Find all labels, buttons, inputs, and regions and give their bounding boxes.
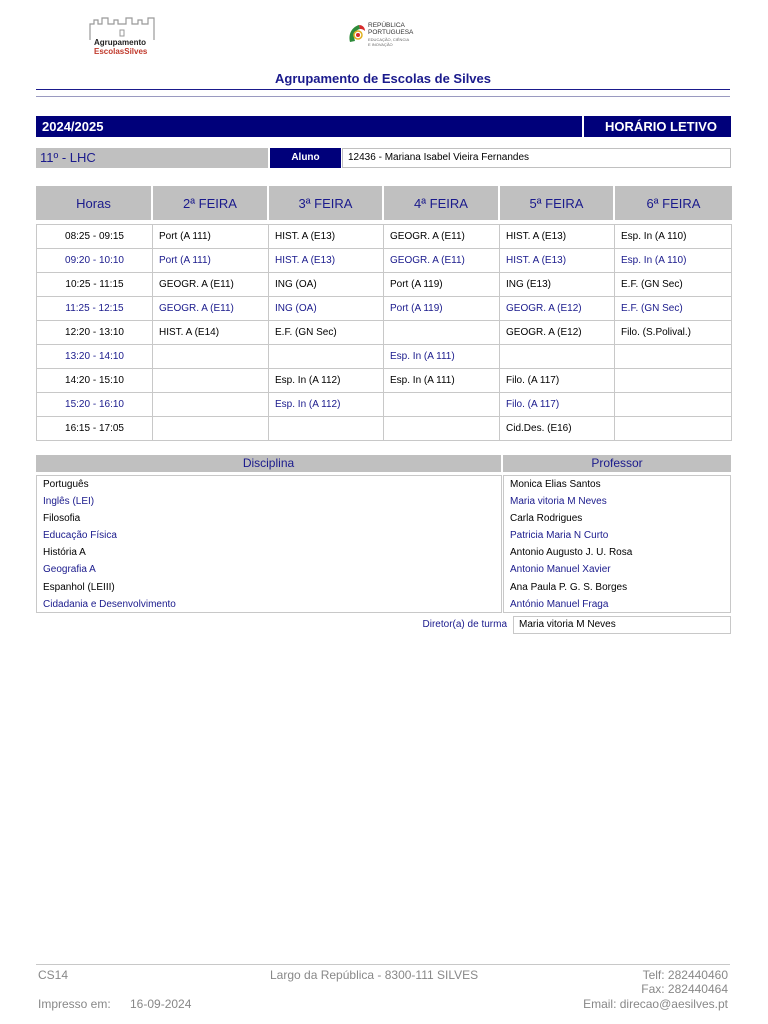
- printed-date: 16-09-2024: [130, 997, 192, 1011]
- footer-phone: Telf: 282440460: [642, 968, 728, 982]
- lesson-cell: [153, 345, 269, 369]
- lesson-cell: Port (A 111): [153, 224, 269, 249]
- schedule-header-row: [36, 186, 732, 220]
- lesson-cell: HIST. A (E13): [269, 249, 384, 273]
- schedule-row: [36, 321, 732, 345]
- divider: [36, 96, 730, 97]
- column-header: 6ª FEIRA: [615, 186, 732, 220]
- lesson-cell: Esp. In (A 112): [269, 369, 384, 393]
- time-slot-cell: 14:20 - 15:10: [36, 369, 153, 393]
- schedule-row: [36, 224, 732, 249]
- column-header: 4ª FEIRA: [384, 186, 500, 220]
- schedule-row: [36, 297, 732, 321]
- logo-right-line4: E INOVAÇÃO: [368, 41, 393, 47]
- lesson-cell: GEOGR. A (E12): [500, 297, 615, 321]
- time-slot-cell: 12:20 - 13:10: [36, 321, 153, 345]
- lesson-cell: Esp. In (A 111): [384, 345, 500, 369]
- footer-email: Email: direcao@aesilves.pt: [583, 997, 728, 1011]
- schedule-type: HORÁRIO LETIVO: [584, 116, 731, 137]
- director-label: Diretor(a) de turma: [422, 619, 507, 630]
- lesson-cell: ING (OA): [269, 297, 384, 321]
- lesson-cell: [384, 417, 500, 441]
- teacher-item: Antonio Augusto J. U. Rosa: [510, 547, 633, 559]
- divider: [36, 89, 730, 90]
- lesson-cell: [500, 345, 615, 369]
- subject-item: Inglês (LEI): [43, 496, 95, 508]
- teacher-item: Antonio Manuel Xavier: [510, 564, 611, 576]
- logo-right-line3: EDUCAÇÃO, CIÊNCIA: [368, 37, 410, 42]
- lesson-cell: Cid.Des. (E16): [500, 417, 615, 441]
- lesson-cell: Filo. (A 117): [500, 369, 615, 393]
- teacher-item: António Manuel Fraga: [510, 598, 609, 610]
- teacher-item: Carla Rodrigues: [510, 513, 583, 525]
- footer-address: Largo da República - 8300-111 SILVES: [270, 968, 479, 982]
- lesson-cell: [269, 345, 384, 369]
- teacher-list: [503, 475, 731, 613]
- logo-text-line1: Agrupamento: [94, 38, 146, 47]
- printed-label: Impresso em:: [38, 997, 111, 1011]
- lesson-cell: ING (OA): [269, 273, 384, 297]
- schedule-row: [36, 249, 732, 273]
- subject-item: Cidadania e Desenvolvimento: [43, 598, 176, 610]
- time-slot-cell: 08:25 - 09:15: [36, 224, 153, 249]
- lesson-cell: Esp. In (A 110): [615, 224, 732, 249]
- lesson-cell: Filo. (A 117): [500, 393, 615, 417]
- director-value: Maria vitoria M Neves: [513, 616, 731, 634]
- lesson-cell: [615, 417, 732, 441]
- lesson-cell: ING (E13): [500, 273, 615, 297]
- schedule-row: [36, 345, 732, 369]
- footer-code: CS14: [38, 968, 69, 982]
- lesson-cell: HIST. A (E13): [500, 249, 615, 273]
- column-header: 2ª FEIRA: [153, 186, 269, 220]
- school-title: Agrupamento de Escolas de Silves: [274, 71, 492, 86]
- lesson-cell: HIST. A (E13): [500, 224, 615, 249]
- column-header: Horas: [36, 186, 153, 220]
- subject-item: Filosofia: [43, 513, 81, 525]
- lesson-cell: Esp. In (A 112): [269, 393, 384, 417]
- teacher-item: Patricia Maria N Curto: [510, 530, 609, 542]
- lesson-cell: Esp. In (A 110): [615, 249, 732, 273]
- lesson-cell: [615, 393, 732, 417]
- teacher-item: Monica Elias Santos: [510, 479, 601, 490]
- student-value: 12436 - Mariana Isabel Vieira Fernandes: [342, 148, 731, 168]
- school-logo: [88, 16, 160, 58]
- lesson-cell: [384, 393, 500, 417]
- subject-item: Espanhol (LEIII): [43, 581, 115, 593]
- lesson-cell: GEOGR. A (E11): [384, 224, 500, 249]
- logo-right-line1: REPÚBLICA: [368, 22, 405, 29]
- teacher-item: Maria vitoria M Neves: [510, 496, 607, 508]
- lesson-cell: GEOGR. A (E11): [153, 273, 269, 297]
- logo-right-title: [368, 22, 413, 36]
- lesson-cell: [153, 393, 269, 417]
- column-header: 3ª FEIRA: [269, 186, 384, 220]
- time-slot-cell: 13:20 - 14:10: [36, 345, 153, 369]
- lesson-cell: [384, 321, 500, 345]
- lesson-cell: Port (A 111): [153, 249, 269, 273]
- time-slot-cell: 16:15 - 17:05: [36, 417, 153, 441]
- schedule-row: [36, 369, 732, 393]
- time-slot-cell: 11:25 - 12:15: [36, 297, 153, 321]
- footer-fax: Fax: 282440464: [641, 982, 728, 996]
- lesson-cell: Filo. (S.Polival.): [615, 321, 732, 345]
- logo-text: [94, 38, 147, 56]
- subject-item: Educação Física: [43, 530, 117, 542]
- lesson-cell: [615, 345, 732, 369]
- government-logo: [348, 22, 438, 62]
- lesson-cell: HIST. A (E13): [269, 224, 384, 249]
- subject-column-header: Disciplina: [36, 455, 501, 472]
- lesson-cell: [615, 369, 732, 393]
- class-name: 11º - LHC: [36, 148, 268, 168]
- logo-right-line2: PORTUGUESA: [368, 29, 414, 36]
- time-slot-cell: 10:25 - 11:15: [36, 273, 153, 297]
- subject-item: Geografia A: [43, 564, 96, 576]
- teacher-item: Ana Paula P. G. S. Borges: [510, 581, 628, 593]
- schedule-body: [36, 220, 732, 441]
- time-slot-cell: 09:20 - 10:10: [36, 249, 153, 273]
- column-header: 5ª FEIRA: [500, 186, 615, 220]
- teacher-column-header: Professor: [503, 455, 731, 472]
- subject-item: Português: [43, 479, 89, 490]
- lesson-cell: GEOGR. A (E11): [153, 297, 269, 321]
- lesson-cell: E.F. (GN Sec): [269, 321, 384, 345]
- lesson-cell: Port (A 119): [384, 273, 500, 297]
- schedule-table: [36, 186, 732, 441]
- lesson-cell: GEOGR. A (E12): [500, 321, 615, 345]
- logo-right-subtitle: [368, 38, 409, 47]
- footer-divider: [36, 964, 730, 965]
- lesson-cell: GEOGR. A (E11): [384, 249, 500, 273]
- schedule-row: [36, 273, 732, 297]
- logo-text-line2: EscolasSilves: [94, 47, 148, 56]
- lesson-cell: E.F. (GN Sec): [615, 297, 732, 321]
- schedule-row: [36, 393, 732, 417]
- castle-icon: [88, 16, 160, 40]
- lesson-cell: Port (A 119): [384, 297, 500, 321]
- lesson-cell: Esp. In (A 111): [384, 369, 500, 393]
- lesson-cell: [153, 369, 269, 393]
- flag-emblem-icon: [348, 24, 366, 44]
- student-label: Aluno: [270, 148, 341, 168]
- school-year: 2024/2025: [36, 116, 582, 137]
- lesson-cell: HIST. A (E14): [153, 321, 269, 345]
- lesson-cell: [153, 417, 269, 441]
- subject-list: [36, 475, 502, 613]
- time-slot-cell: 15:20 - 16:10: [36, 393, 153, 417]
- lesson-cell: E.F. (GN Sec): [615, 273, 732, 297]
- lesson-cell: [269, 417, 384, 441]
- schedule-row: [36, 417, 732, 441]
- subject-item: História A: [43, 547, 86, 559]
